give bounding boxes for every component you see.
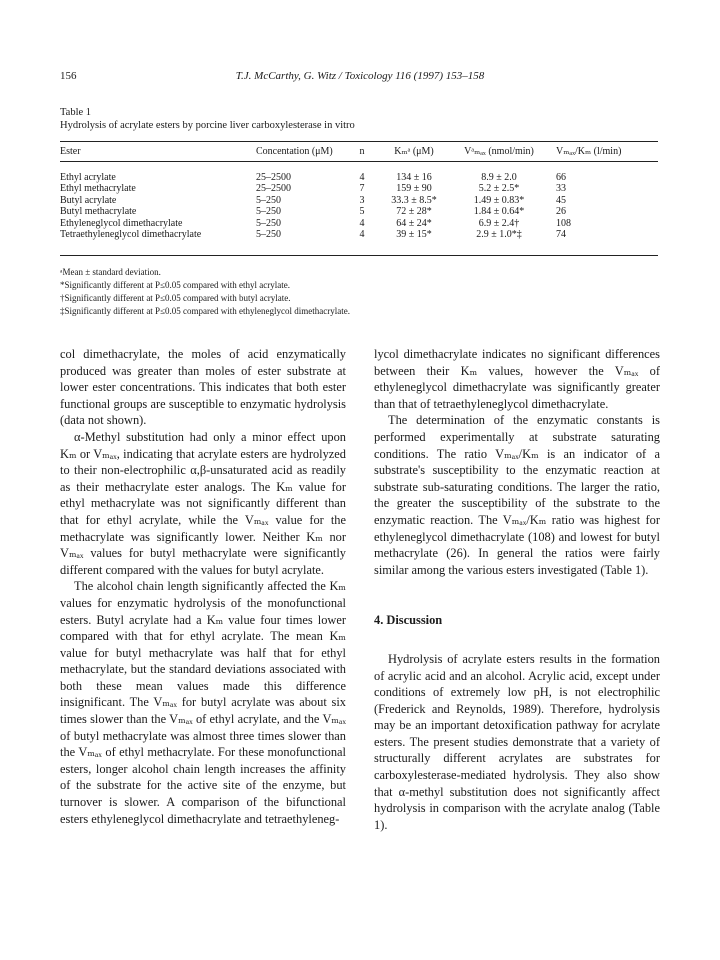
cell-concentration: 5–250 <box>256 194 281 206</box>
cell-vmax: 1.84 ± 0.64* <box>473 206 525 217</box>
right-text-column <box>374 346 660 833</box>
table-row <box>60 183 658 195</box>
cell-n: 5 <box>359 206 365 217</box>
left-text-column <box>60 346 346 827</box>
cell-concentration: 5–250 <box>256 217 281 229</box>
cell-ratio: 66 <box>556 171 566 183</box>
cell-ester: Ethyl methacrylate <box>60 183 136 194</box>
table-label: Table 1 <box>60 107 92 118</box>
col-header-vmax: Vᵃₘₐₓ (nmol/min) <box>464 146 534 157</box>
paragraph: col dimethacrylate, the moles of acid enzymatically produced was greater than moles of ester substrate at lower ester concentrations. This indicates that both ester functional groups are susceptible to enzymatic hydrolysis (data not shown). <box>60 347 346 428</box>
col-header-km: Kₘᵃ (μM) <box>394 146 434 157</box>
data-table <box>60 143 658 241</box>
col-header-ester: Ester <box>60 146 81 157</box>
cell-n: 4 <box>359 229 365 240</box>
cell-concentration: 5–250 <box>256 206 281 217</box>
cell-ester: Butyl acrylate <box>60 194 117 206</box>
cell-vmax: 5.2 ± 2.5* <box>478 183 520 194</box>
table-caption <box>60 106 660 132</box>
paragraph: The alcohol chain length significantly affected the Kₘ values for enzymatic hydrolysis of the monofunctional esters. Butyl acrylate had a Kₘ value four times lower compared with that for ethyl acrylate. The mean Kₘ value for butyl methacrylate was half that for ethyl methacrylate, but the standard deviations associated with both these mean values made this difference insignificant. The Vₘₐₓ for butyl acrylate was about six times slower than the Vₘₐₓ of ethyl acrylate, and the Vₘₐₓ of butyl methacrylate was almost three times slower than the Vₘₐₓ of ethyl methacrylate. For these monofunctional esters, longer alcohol chain length increases the affinity of the substrate for the active site of the enzyme, but turnover is slower. A comparison of the bifunctional esters ethyleneglycol dimethacrylate and tetraethyleneg- <box>60 579 346 826</box>
table-header-row <box>60 143 658 160</box>
cell-ratio: 33 <box>556 183 566 194</box>
cell-n: 4 <box>359 171 365 183</box>
footnote: †Significantly different at P≤0.05 compared with butyl acrylate. <box>60 293 291 303</box>
table-row <box>60 229 658 241</box>
table-top-rule <box>60 141 658 142</box>
cell-ratio: 45 <box>556 194 566 206</box>
cell-ester: Butyl methacrylate <box>60 206 137 217</box>
paragraph: The determination of the enzymatic constants is performed experimentally at substrate saturating conditions. The ratio Vₘₐₓ/Kₘ is an indicator of a substrate's susceptibility to the enzymatic reaction at substrate sub-saturating conditions. The larger the ratio, the greater the susceptibility of the substrate to the enzymatic reaction. The Vₘₐₓ/Kₘ ratio was highest for ethyleneglycol dimethacrylate (108) and lowest for butyl methacrylate (26). In general the ratios were fairly similar among the various esters investigated (Table 1). <box>374 413 660 577</box>
col-header-concentration: Concentation (μM) <box>256 146 333 157</box>
cell-concentration: 5–250 <box>256 229 281 240</box>
paragraph: Hydrolysis of acrylate esters results in the formation of acrylic acid and an alcohol. Acrylic acid, except under conditions of extremely low pH, is not electrophilic (Frederick and Reynolds, 1989). Therefore, hydrolysis may be an important detoxification pathway for acrylate esters. The present studies demonstrate that a variety of structurally different acrylates are substrates for carboxylesterase-mediated hydrolysis. They also show that α-methyl substitution does not significantly affect hydrolysis in comparison with the acrylate analog (Table 1). <box>374 651 660 832</box>
table-row <box>60 218 658 230</box>
running-title: T.J. McCarthy, G. Witz / Toxicology 116 (1997) 153–158 <box>235 70 485 82</box>
section-heading: 4. Discussion <box>374 613 443 628</box>
footnote: *Significantly different at P≤0.05 compared with ethyl acrylate. <box>60 280 290 290</box>
table-footnotes <box>60 266 660 318</box>
table-row <box>60 206 658 218</box>
col-header-ratio: Vₘₐₓ/Kₘ (l/min) <box>556 146 622 157</box>
col-header-n: n <box>359 146 365 157</box>
cell-vmax: 8.9 ± 2.0 <box>481 171 517 183</box>
cell-km: 159 ± 90 <box>396 183 432 194</box>
table-row <box>60 195 658 207</box>
cell-ratio: 74 <box>556 229 566 240</box>
cell-km: 33.3 ± 8.5* <box>391 194 437 206</box>
cell-vmax: 1.49 ± 0.83* <box>473 194 525 206</box>
paragraph: α-Methyl substitution had only a minor effect upon Kₘ or Vₘₐₓ, indicating that acrylate esters are hydrolyzed to their non-electrophilic α,β-unsaturated acid as readily as their methacrylate ester analogs. The Kₘ value for ethyl methacrylate was not significantly different than that for ethyl acrylate, while the Vₘₐₓ value for the methacrylate was significantly lower. Neither Kₘ nor Vₘₐₓ values for butyl methacrylate were significantly different compared with the values for butyl acrylate. <box>60 429 346 577</box>
cell-ester: Tetraethyleneglycol dimethacrylate <box>60 229 202 240</box>
cell-concentration: 25–2500 <box>256 183 291 194</box>
table-title: Hydrolysis of acrylate esters by porcine liver carboxylesterase in vitro <box>60 120 355 131</box>
cell-km: 134 ± 16 <box>396 171 432 183</box>
footnote: ᵃMean ± standard deviation. <box>60 267 161 277</box>
cell-n: 4 <box>359 217 365 229</box>
cell-ratio: 26 <box>556 206 566 217</box>
cell-ester: Ethyleneglycol dimethacrylate <box>60 217 183 229</box>
cell-vmax: 6.9 ± 2.4† <box>478 217 520 229</box>
table-bottom-rule <box>60 255 658 256</box>
cell-ratio: 108 <box>556 217 571 229</box>
cell-n: 3 <box>359 194 365 206</box>
cell-km: 64 ± 24* <box>396 217 432 229</box>
footnote: ‡Significantly different at P≤0.05 compared with ethyleneglycol dimethacrylate. <box>60 306 350 316</box>
table-row <box>60 172 658 184</box>
page-number: 156 <box>60 70 77 82</box>
cell-vmax: 2.9 ± 1.0*‡ <box>476 229 522 240</box>
cell-km: 39 ± 15* <box>396 229 432 240</box>
cell-n: 7 <box>359 183 365 194</box>
page-header <box>60 70 660 86</box>
cell-ester: Ethyl acrylate <box>60 171 116 183</box>
cell-km: 72 ± 28* <box>396 206 432 217</box>
cell-concentration: 25–2500 <box>256 171 291 183</box>
paragraph: lycol dimethacrylate indicates no significant differences between their Kₘ values, however the Vₘₐₓ of ethyleneglycol dimethacrylate was significantly greater than that of tetraethyleneglycol dimethacrylate. <box>374 347 660 411</box>
